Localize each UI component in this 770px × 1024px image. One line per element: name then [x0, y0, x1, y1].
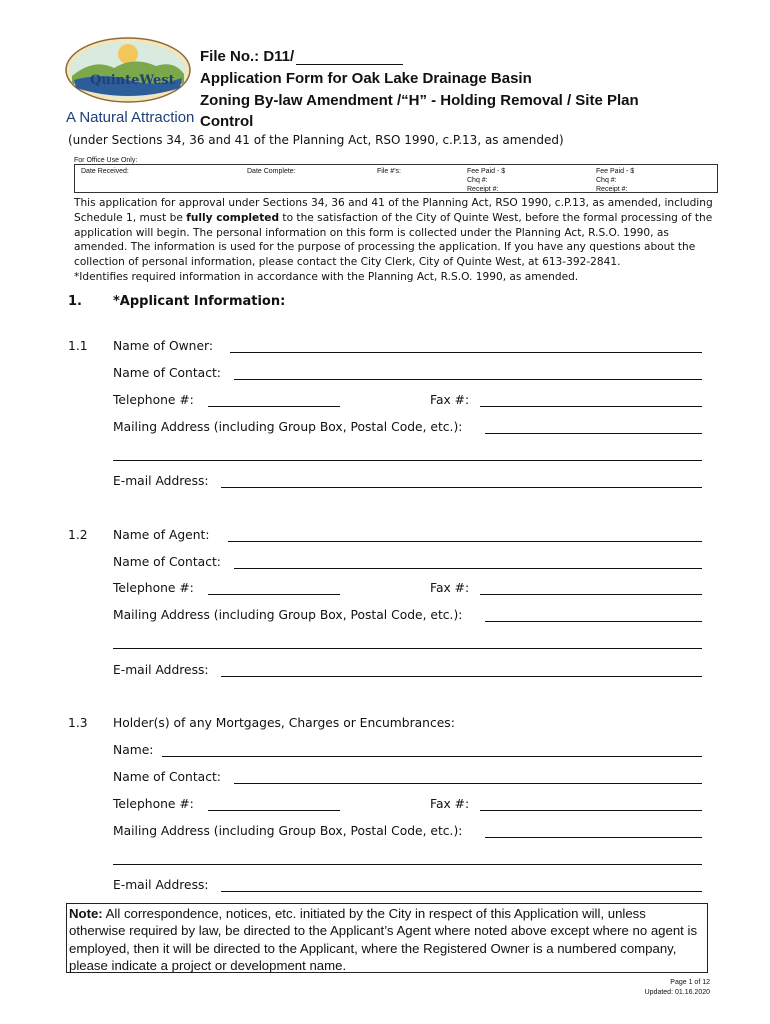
owner-address-field[interactable] — [485, 433, 702, 434]
agent-address-field[interactable] — [485, 621, 702, 622]
mortgage-name-label: Name: — [113, 743, 154, 757]
owner-name-field[interactable] — [230, 352, 702, 353]
office-use-box — [74, 164, 718, 193]
note-box — [66, 903, 708, 973]
agent-address-label: Mailing Address (including Group Box, Postal Code, etc.): — [113, 608, 463, 622]
mortgage-heading: Holder(s) of any Mortgages, Charges or Encumbrances: — [113, 716, 455, 730]
office-fee-block-1 — [467, 167, 505, 194]
fee-paid-2: Fee Paid - $ — [596, 168, 635, 175]
form-title-line3: Control — [200, 113, 254, 130]
cheque-2: Chq #: — [596, 177, 617, 184]
agent-fax-label: Fax #: — [430, 581, 470, 595]
agent-contact-label: Name of Contact: — [113, 555, 221, 569]
fee-paid-1: Fee Paid - $ — [467, 168, 506, 175]
agent-email-field[interactable] — [221, 676, 702, 677]
receipt-2: Receipt #: — [596, 186, 628, 193]
owner-address-label: Mailing Address (including Group Box, Postal Code, etc.): — [113, 420, 463, 434]
agent-name-field[interactable] — [228, 541, 702, 542]
mortgage-contact-label: Name of Contact: — [113, 770, 221, 784]
file-number — [200, 48, 403, 65]
intro-required-note: *Identifies required information in accordance with the Planning Act, R.S.O. 1990, as amended. — [74, 270, 579, 283]
page-number: Page 1 of 12 — [670, 979, 710, 986]
mortgage-fax-field[interactable] — [480, 810, 702, 811]
agent-email-label: E-mail Address: — [113, 663, 209, 677]
agent-phone-field[interactable] — [208, 594, 340, 595]
mortgage-email-label: E-mail Address: — [113, 878, 209, 892]
receipt-1: Receipt #: — [467, 186, 499, 193]
agent-phone-label: Telephone #: — [113, 581, 194, 595]
intro-part-b: to the satisfaction of the City of Quinte West, before the formal processing of the application will begin. The personal information on this form is collected under the Planning Act, R.S.O. 1990, as amended. The information is used for the purpose of processing the application. If you have any questions about the collection of personal information, please contact the City Clerk, City of Quinte West, at 613-392-2841. — [74, 211, 713, 269]
agent-fax-field[interactable] — [480, 594, 702, 595]
file-number-field[interactable] — [296, 50, 403, 65]
owner-phone-label: Telephone #: — [113, 393, 194, 407]
office-date-complete: Date Complete: — [247, 168, 296, 175]
logo-tagline: A Natural Attraction — [66, 109, 195, 126]
owner-contact-label: Name of Contact: — [113, 366, 221, 380]
owner-email-label: E-mail Address: — [113, 474, 209, 488]
form-subtitle: (under Sections 34, 36 and 41 of the Planning Act, RSO 1990, c.P.13, as amended) — [68, 133, 564, 147]
mortgage-email-field[interactable] — [221, 891, 702, 892]
mortgage-address-field-2[interactable] — [113, 864, 702, 865]
mortgage-address-label: Mailing Address (including Group Box, Postal Code, etc.): — [113, 824, 463, 838]
form-title-line1: Application Form for Oak Lake Drainage Basin — [200, 70, 532, 87]
mortgage-address-field[interactable] — [485, 837, 702, 838]
note-label: Note: — [69, 906, 103, 921]
agent-name-label: Name of Agent: — [113, 528, 210, 542]
mortgage-phone-label: Telephone #: — [113, 797, 194, 811]
subsection-number-1-1: 1.1 — [68, 339, 88, 353]
section-title: *Applicant Information: — [113, 294, 286, 309]
agent-contact-field[interactable] — [234, 568, 702, 569]
intro-part-a: This application for approval under Sections 34, 36 and 41 of the Planning Act, RSO 1990, c.P.13, as amended, including Schedule 1, must be — [74, 197, 713, 224]
section-number: 1. — [68, 294, 82, 309]
mortgage-name-field[interactable] — [162, 756, 702, 757]
owner-name-label: Name of Owner: — [113, 339, 214, 353]
agent-address-field-2[interactable] — [113, 648, 702, 649]
office-file-numbers: File #’s: — [377, 168, 401, 175]
intro-text — [74, 196, 714, 285]
note-text: All correspondence, notices, etc. initiated by the City in respect of this Application will, unless otherwise required by law, be directed to the Applicant’s Agent where noted above except where no agent is employed, then it will be directed to the Applicant, where the Registered Owner is a numbered company, please indicate a project or development name. — [69, 906, 698, 974]
form-title-line2: Zoning By-law Amendment /“H” - Holding Removal / Site Plan — [200, 92, 639, 109]
owner-fax-field[interactable] — [480, 406, 702, 407]
file-number-label: File No.: D11/ — [200, 48, 295, 65]
cheque-1: Chq #: — [467, 177, 488, 184]
subsection-number-1-3: 1.3 — [68, 716, 88, 730]
mortgage-fax-label: Fax #: — [430, 797, 470, 811]
subsection-number-1-2: 1.2 — [68, 528, 88, 542]
owner-contact-field[interactable] — [234, 379, 702, 380]
mortgage-phone-field[interactable] — [208, 810, 340, 811]
office-fee-block-2 — [596, 167, 634, 194]
mortgage-contact-field[interactable] — [234, 783, 702, 784]
logo-wordmark: QuinteWest — [90, 73, 175, 88]
owner-email-field[interactable] — [221, 487, 702, 488]
office-date-received: Date Received: — [81, 168, 129, 175]
owner-fax-label: Fax #: — [430, 393, 470, 407]
updated-date: Updated: 01.16.2020 — [644, 989, 710, 996]
intro-bold: fully completed — [186, 211, 280, 224]
owner-phone-field[interactable] — [208, 406, 340, 407]
office-use-label: For Office Use Only: — [74, 157, 138, 164]
owner-address-field-2[interactable] — [113, 460, 702, 461]
